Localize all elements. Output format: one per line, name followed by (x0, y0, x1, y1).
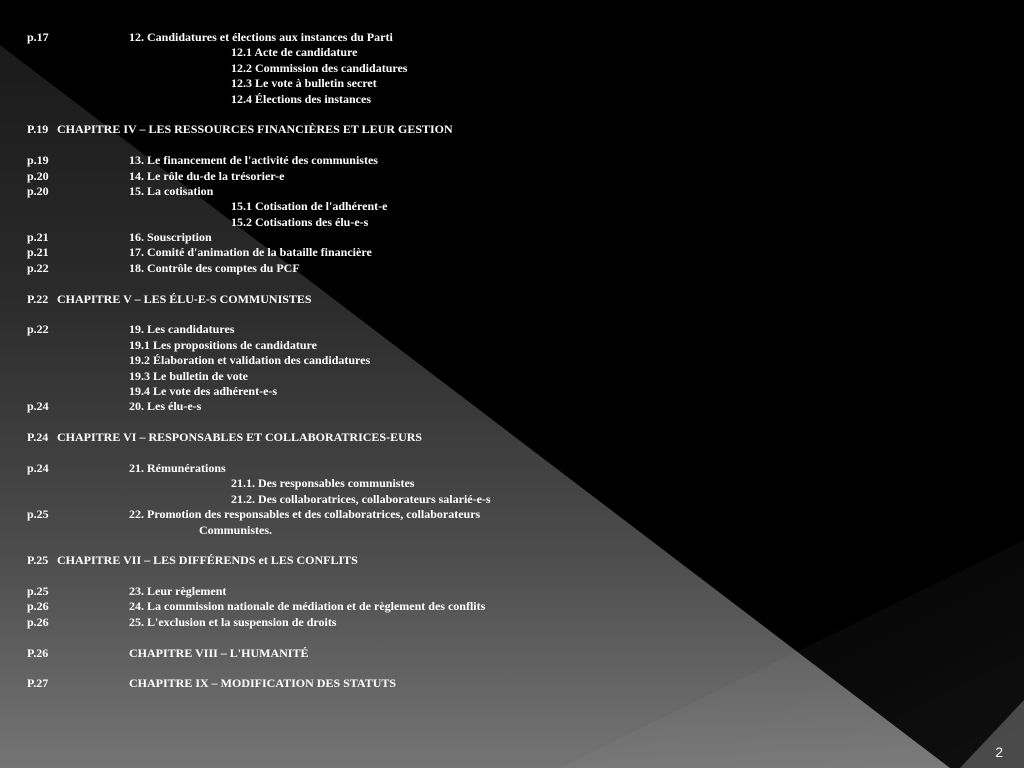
spacer (0, 630, 1024, 645)
toc-text: 17. Comité d'animation de la bataille financière (129, 245, 372, 260)
toc-text: 19. Les candidatures (129, 322, 235, 337)
toc-page: P.26 (27, 645, 49, 660)
toc-page: P.24 (27, 430, 49, 445)
toc-page: p.19 (27, 153, 49, 168)
toc-page: p.22 (27, 322, 49, 337)
toc-chapter (0, 122, 1024, 137)
toc-text: 19.4 Le vote des adhérent-e-s (129, 383, 278, 398)
toc-text: 15. La cotisation (129, 183, 214, 198)
toc-text: 14. Le rôle du-de la trésorier-e (129, 168, 285, 183)
toc-text: 18. Contrôle des comptes du PCF (129, 260, 300, 275)
spacer (0, 538, 1024, 553)
toc-entry (0, 169, 1024, 184)
toc-text: CHAPITRE V – LES ÉLU-E-S COMMUNISTES (57, 291, 312, 306)
toc-entry (0, 507, 1024, 522)
toc-page: P.22 (27, 291, 49, 306)
spacer (0, 569, 1024, 584)
toc-chapter (0, 553, 1024, 568)
toc-entry (0, 92, 1024, 107)
toc-text: 12.1 Acte de candidature (231, 45, 358, 60)
toc-entry (0, 184, 1024, 199)
toc-entry (0, 215, 1024, 230)
toc-page: p.24 (27, 460, 49, 475)
toc-page: P.27 (27, 676, 49, 691)
toc-chapter (0, 646, 1024, 661)
toc-entry (0, 45, 1024, 60)
spacer (0, 307, 1024, 322)
toc-entry (0, 230, 1024, 245)
toc-text: CHAPITRE VIII – L'HUMANITÉ (129, 645, 309, 660)
toc-chapter (0, 676, 1024, 691)
toc-chapter (0, 292, 1024, 307)
toc-text: 19.3 Le bulletin de vote (129, 368, 248, 383)
toc-page: p.25 (27, 584, 49, 599)
toc-page: p.17 (27, 30, 49, 44)
toc-page: p.26 (27, 614, 49, 629)
toc-text: 15.2 Cotisations des élu-e-s (231, 214, 369, 229)
toc-page: p.22 (27, 260, 49, 275)
toc-text: 21. Rémunérations (129, 460, 226, 475)
toc-entry (0, 338, 1024, 353)
toc-text: CHAPITRE VI – RESPONSABLES ET COLLABORATRICES-EURS (57, 430, 423, 445)
toc-page: p.21 (27, 245, 49, 260)
toc-entry (0, 76, 1024, 91)
toc-page: p.26 (27, 599, 49, 614)
toc-text: Communistes. (199, 522, 273, 537)
toc-text: 13. Le financement de l'activité des communistes (129, 153, 378, 168)
toc-entry (0, 353, 1024, 368)
toc-entry (0, 399, 1024, 414)
toc-entry (0, 615, 1024, 630)
toc-text: 16. Souscription (129, 230, 212, 245)
spacer (0, 138, 1024, 153)
toc-text: 23. Leur règlement (129, 584, 227, 599)
toc-entry (0, 384, 1024, 399)
toc-entry (0, 369, 1024, 384)
toc-page: p.20 (27, 183, 49, 198)
toc-page: P.19 (27, 122, 49, 137)
toc-page: p.20 (27, 168, 49, 183)
toc-entry (0, 245, 1024, 260)
toc-entry (0, 476, 1024, 491)
toc-text: 25. L'exclusion et la suspension de droits (129, 614, 337, 629)
toc-text: 15.1 Cotisation de l'adhérent-e (231, 199, 388, 214)
toc-entry (0, 584, 1024, 599)
toc-text: CHAPITRE VII – LES DIFFÉRENDS et LES CONFLITS (57, 553, 358, 568)
toc-text: 22. Promotion des responsables et des collaboratrices, collaborateurs (129, 507, 481, 522)
spacer (0, 107, 1024, 122)
toc-text: 21.1. Des responsables communistes (231, 476, 415, 491)
toc-text: 12. Candidatures et élections aux instances du Parti (129, 30, 393, 44)
toc-entry (0, 322, 1024, 337)
toc-entry (0, 199, 1024, 214)
spacer (0, 661, 1024, 676)
toc-chapter (0, 430, 1024, 445)
table-of-contents (0, 30, 1024, 692)
toc-text: 20. Les élu-e-s (129, 399, 202, 414)
toc-entry (0, 599, 1024, 614)
toc-entry (0, 461, 1024, 476)
toc-page: p.25 (27, 507, 49, 522)
toc-page: p.24 (27, 399, 49, 414)
toc-text: CHAPITRE IX – MODIFICATION DES STATUTS (129, 676, 397, 691)
toc-text: 12.4 Élections des instances (231, 91, 372, 106)
toc-text: 24. La commission nationale de médiation et de règlement des conflits (129, 599, 486, 614)
toc-text: 12.2 Commission des candidatures (231, 60, 408, 75)
slide-number: 2 (995, 744, 1003, 760)
toc-page: p.21 (27, 230, 49, 245)
toc-entry (0, 492, 1024, 507)
toc-text: 12.3 Le vote à bulletin secret (231, 76, 377, 91)
toc-entry (0, 30, 1024, 45)
toc-page: P.25 (27, 553, 49, 568)
toc-text: CHAPITRE IV – LES RESSOURCES FINANCIÈRES ET LEUR GESTION (57, 122, 453, 137)
toc-entry (0, 153, 1024, 168)
toc-text: 19.1 Les propositions de candidature (129, 337, 317, 352)
spacer (0, 446, 1024, 461)
toc-text: 21.2. Des collaboratrices, collaborateurs salarié-e-s (231, 491, 491, 506)
spacer (0, 276, 1024, 291)
spacer (0, 415, 1024, 430)
toc-entry (0, 523, 1024, 538)
toc-entry (0, 61, 1024, 76)
toc-text: 19.2 Élaboration et validation des candidatures (129, 353, 371, 368)
toc-entry (0, 261, 1024, 276)
